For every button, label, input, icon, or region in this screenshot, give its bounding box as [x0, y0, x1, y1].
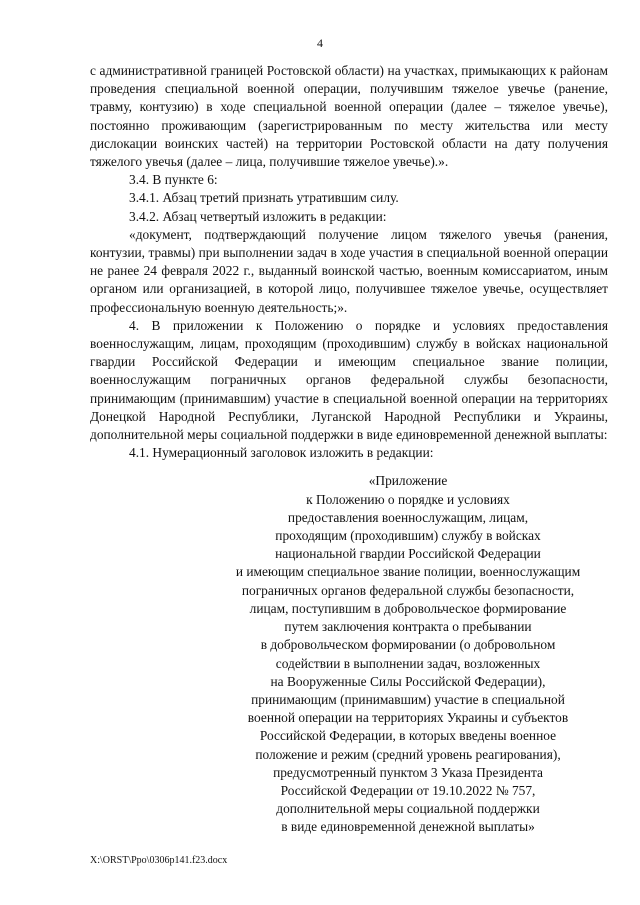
paragraph-4: 4. В приложении к Положению о порядке и условиях предоставления военнослужащим, лицам, проходящим (проходившим) службу в войсках национальной гвардии Российской Федерации и имеющим специальное звание полиции, военнослужащим пограничных органов федеральной службы безопасности, принимающим (принимавшим) участие в специальной военной операции на территориях Донецкой Народной Республики, Луганской Народной Республики и Украины, дополнительной меры социальной поддержки в виде единовременной денежной выплаты:	[90, 317, 608, 443]
appendix-line: путем заключения контракта о пребывании	[284, 619, 532, 635]
paragraph-3-4-1: 3.4.1. Абзац третий признать утратившим силу.	[129, 190, 399, 206]
paragraph-continuation: с административной границей Ростовской области) на участках, примыкающих к районам проведения специальной военной операции, получившим тяжелое увечье (ранение, травму, контузию) в ходе специальной военной операции (далее – тяжелое увечье), постоянно проживающим (зарегистрированным по месту жительства или месту дислокации воинских частей) на территории Ростовской области на дату получения тяжелого увечья (далее – лица, получившие тяжелое увечье).».	[90, 63, 608, 170]
paragraph-3-4: 3.4. В пункте 6:	[129, 172, 218, 188]
appendix-line: дополнительной меры социальной поддержки	[276, 801, 540, 817]
appendix-line: проходящим (проходившим) службу в войсках	[275, 528, 541, 544]
appendix-line: в добровольческом формировании (о добровольном	[260, 637, 556, 653]
appendix-line: Российской Федерации, в которых введены военное	[259, 728, 557, 744]
paragraph-3-4-2: 3.4.2. Абзац четвертый изложить в редакции:	[129, 208, 387, 224]
appendix-line: к Положению о порядке и условиях	[306, 491, 510, 507]
appendix-line: на Вооруженные Силы Российской Федерации),	[270, 673, 546, 689]
document-body	[90, 62, 608, 837]
appendix-line: в виде единовременной денежной выплаты»	[281, 819, 535, 835]
appendix-line: Российской Федерации от 19.10.2022 № 757,	[280, 782, 536, 798]
appendix-line: положение и режим (средний уровень реагирования),	[255, 746, 561, 762]
appendix-line: лицам, поступившим в добровольческое формирование	[249, 600, 567, 616]
file-path-footer: X:\ORST\Ppo\0306p141.f23.docx	[90, 855, 228, 866]
appendix-line: национальной гвардии Российской Федерации	[275, 546, 541, 562]
appendix-line: содействии в выполнении задач, возложенных	[275, 655, 541, 671]
paragraph-quoted-document: «документ, подтверждающий получение лицом тяжелого увечья (ранения, контузии, травмы) при выполнении задач в ходе участия в специальной военной операции не ранее 24 февраля 2022 г., выданный воинской частью, военным комиссариатом, иным органом или организацией, в которой лицо, получившее тяжелое увечье, осуществляет профессиональную военную деятельность;».	[90, 226, 608, 315]
appendix-line: военной операции на территориях Украины и субъектов	[247, 710, 569, 726]
appendix-heading	[212, 472, 604, 836]
appendix-line: принимающим (принимавшим) участие в специальной	[251, 691, 565, 707]
appendix-line: предоставления военнослужащим, лицам,	[287, 509, 529, 525]
appendix-line: и имеющим специальное звание полиции, военнослужащим	[235, 564, 581, 580]
appendix-line: «Приложение	[368, 473, 448, 489]
paragraph-4-1: 4.1. Нумерационный заголовок изложить в редакции:	[129, 445, 434, 461]
appendix-line: пограничных органов федеральной службы безопасности,	[241, 582, 575, 598]
page-number: 4	[317, 36, 323, 50]
appendix-line: предусмотренный пунктом 3 Указа Президента	[273, 764, 543, 780]
